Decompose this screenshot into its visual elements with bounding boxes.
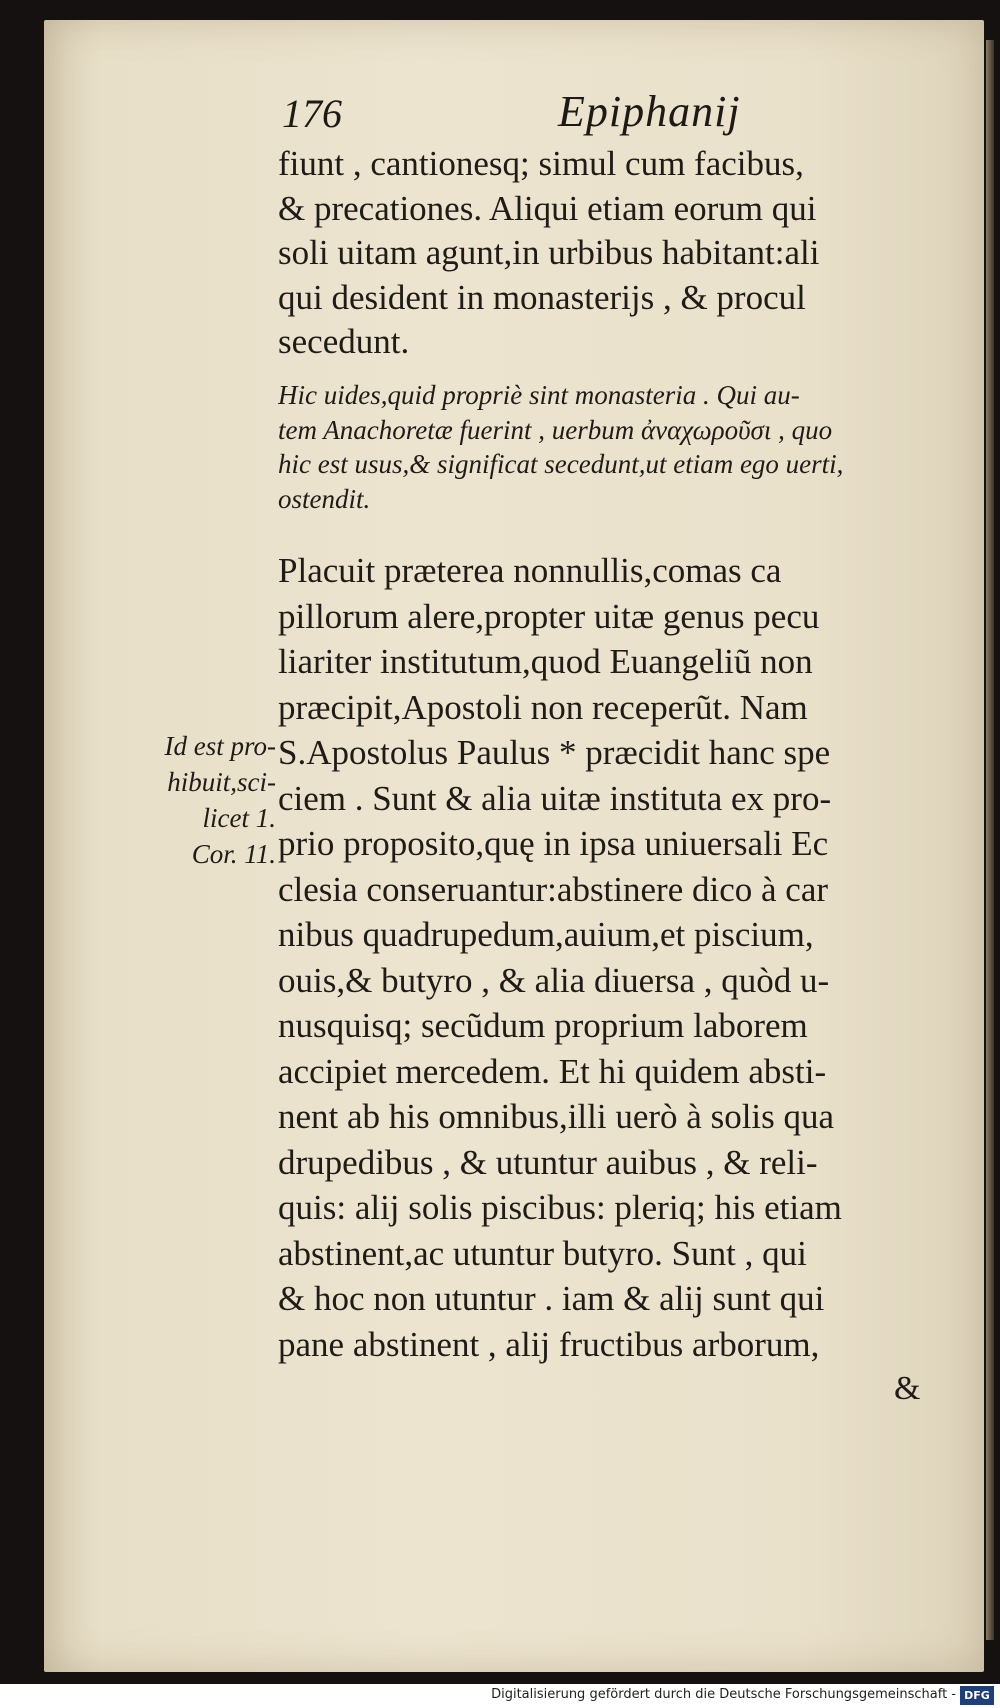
- paragraph-1: [278, 142, 944, 365]
- page-edge: [986, 40, 994, 1640]
- running-head: [282, 87, 762, 144]
- text-line: drupedibus , & utuntur auibus , & reli-: [278, 1142, 818, 1182]
- text-line: ouis,& butyro , & alia diuersa , quòd u-: [278, 960, 830, 1000]
- text-line: S.Apostolus Paulus * præcidit hanc spe: [278, 733, 831, 772]
- text-line: & precationes. Aliqui etiam eorum qui: [278, 188, 817, 228]
- digitization-footer: [0, 1684, 1000, 1708]
- text-line: pane abstinent , alij fructibus arborum,: [278, 1324, 820, 1364]
- text-line: soli uitam agunt,in urbibus habitant:ali: [278, 233, 820, 272]
- catchword: &: [894, 1370, 921, 1407]
- text-line: ciem . Sunt & alia uitæ instituta ex pro-: [278, 778, 832, 818]
- text-line: fiunt , cantionesq; simul cum facibus,: [278, 144, 804, 183]
- text-line: accipiet mercedem. Et hi quidem absti-: [278, 1051, 827, 1091]
- note-line: Hic uides,quid propriè sint monasteria . Qui au-: [278, 380, 800, 410]
- note-line: hic est usus,& significat secedunt,ut etiam ego uerti,: [278, 449, 844, 479]
- text-line: & hoc non utuntur . iam & alij sunt qui: [278, 1279, 825, 1318]
- margin-note: [126, 728, 276, 872]
- text-line: clesia conseruantur:abstinere dico à car: [278, 869, 829, 909]
- text-line: nusquisq; secũdum proprium laborem: [278, 1006, 808, 1045]
- paragraph-2: [278, 548, 944, 1367]
- text-line: præcipit,Apostoli non receperũt. Nam: [278, 687, 808, 727]
- margin-note-line: Id est pro-: [164, 731, 276, 761]
- note-line: tem Anachoretæ fuerint , uerbum ἀναχωροῦσι , quo: [278, 414, 833, 445]
- page-number: 176: [282, 91, 342, 136]
- text-line: liariter institutum,quod Euangeliũ non: [278, 642, 813, 681]
- dfg-logo: DFG: [960, 1686, 994, 1705]
- margin-note-line: Cor. 11.: [191, 839, 276, 869]
- commentary-note: [278, 378, 944, 516]
- text-line: qui desident in monasterijs , & procul: [278, 277, 806, 317]
- text-line: nibus quadrupedum,auium,et piscium,: [278, 915, 814, 954]
- text-line: abstinent,ac utuntur butyro. Sunt , qui: [278, 1233, 807, 1273]
- funding-credit: Digitalisierung gefördert durch die Deutsche Forschungsgemeinschaft -: [491, 1687, 956, 1702]
- margin-note-line: licet 1.: [202, 803, 276, 833]
- running-title: Epiphanij: [558, 87, 741, 136]
- margin-note-line: hibuit,sci-: [167, 767, 276, 797]
- text-line: pillorum alere,propter uitæ genus pecu: [278, 596, 820, 636]
- text-line: prio proposito,quę in ipsa uniuersali Ec: [278, 824, 829, 863]
- note-line: ostendit.: [278, 483, 371, 514]
- text-line: quis: alij solis piscibus: pleriq; his etiam: [278, 1188, 842, 1227]
- text-line: Placuit præterea nonnullis,comas ca: [278, 551, 782, 590]
- text-line: nent ab his omnibus,illi uerò à solis qua: [278, 1097, 835, 1136]
- text-line: secedunt.: [278, 322, 410, 361]
